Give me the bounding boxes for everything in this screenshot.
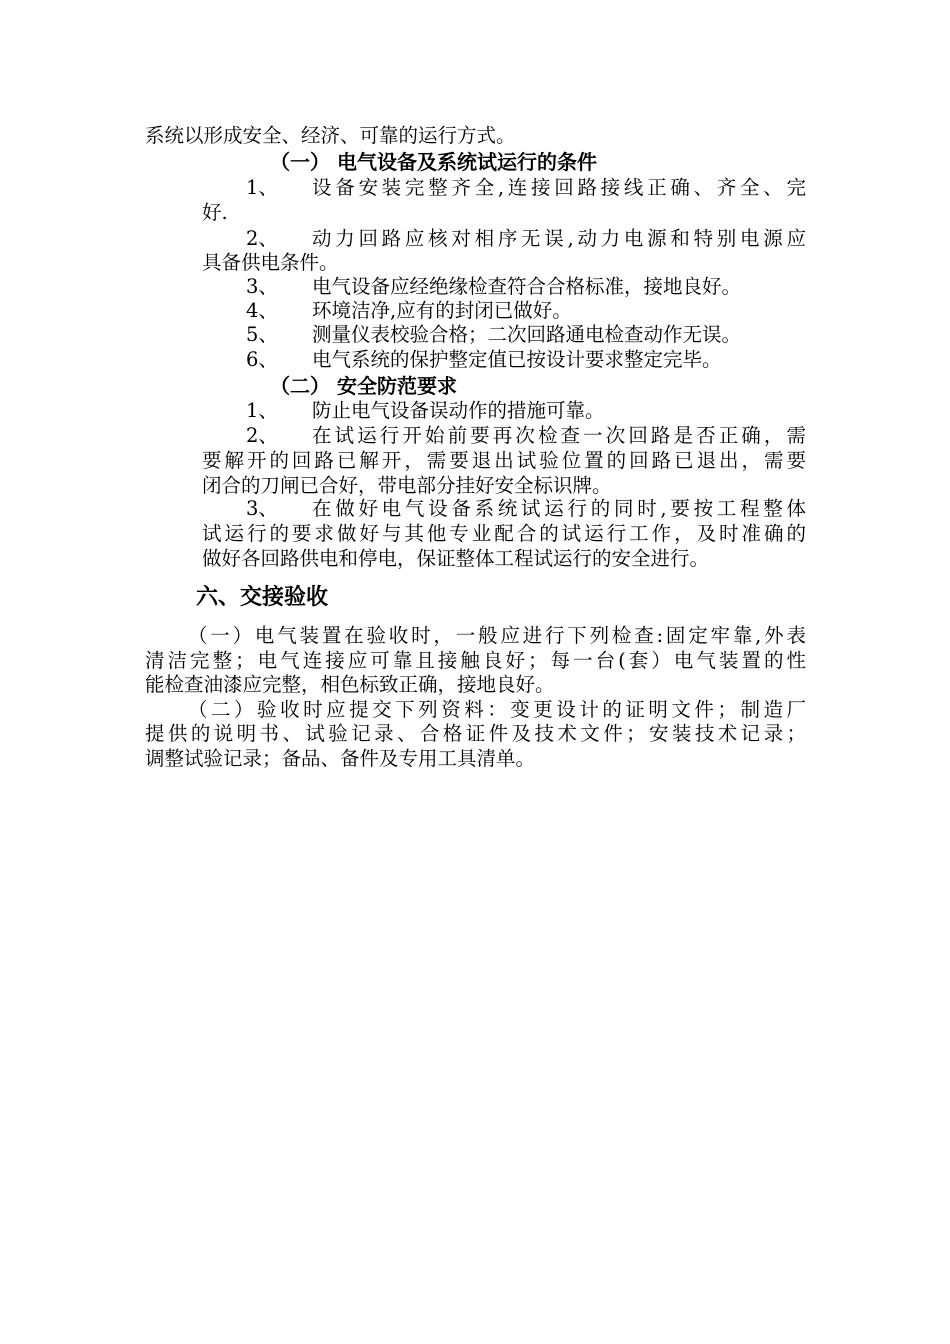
list-item	[0, 348, 950, 372]
item-text: 环境洁净,应有的封闭已做好。	[312, 299, 572, 322]
item-text: 好.	[202, 201, 228, 224]
item-text: 做好各回路供电和停电，保证整体工程试运行的安全进行。	[202, 547, 710, 570]
section-heading-6: 六、交接验收	[196, 585, 329, 610]
item-text: 电气设备应经绝缘检查符合合格标准，接地良好。	[312, 275, 742, 298]
item-text: 动力回路应核对相序无误,动力电源和特别电源应	[312, 227, 806, 250]
item-number: 1、	[246, 176, 278, 199]
item-text: 在试运行开始前要再次检查一次回路是否正确，需	[312, 424, 806, 447]
item-number: 4、	[246, 299, 278, 322]
list-item	[0, 227, 950, 275]
item-number: 3、	[246, 275, 278, 298]
item-text: 电气系统的保护整定值已按设计要求整定完毕。	[312, 348, 722, 371]
item-number: 1、	[246, 399, 278, 422]
list-item	[0, 323, 950, 347]
item-text: 要解开的回路已解开，需要退出试验位置的回路已退出，需要	[202, 449, 806, 472]
paragraph-line: （二）验收时应提交下列资料：变更设计的证明文件；制造厂	[188, 698, 806, 721]
item-text: 测量仪表校验合格；二次回路通电检查动作无误。	[312, 323, 742, 346]
list-item	[0, 497, 950, 569]
list-item	[0, 299, 950, 323]
paragraph-line: 调整试验记录；备品、备件及专用工具清单。	[145, 747, 536, 770]
item-text: 防止电气设备误动作的措施可靠。	[312, 399, 605, 422]
item-number: 2、	[246, 424, 278, 447]
paragraph-line: （一）电气装置在验收时，一般应进行下列检查:固定牢靠,外表	[188, 624, 806, 647]
item-text: 在做好电气设备系统试运行的同时,要按工程整体	[312, 497, 806, 520]
list-item	[0, 176, 950, 224]
subsection-heading-1: （一） 电气设备及系统试运行的条件	[270, 150, 597, 174]
item-text: 闭合的刀闸已合好，带电部分挂好安全标识牌。	[202, 474, 612, 497]
item-number: 2、	[246, 227, 278, 250]
item-text: 试运行的要求做好与其他专业配合的试运行工作，及时准确的	[202, 522, 806, 545]
list-item	[0, 424, 950, 496]
paragraph-line: 能检查油漆应完整，相色标致正确，接地良好。	[145, 673, 555, 696]
item-number: 5、	[246, 323, 278, 346]
item-number: 3、	[246, 497, 278, 520]
list-item	[0, 399, 950, 423]
subsection-heading-2: （二） 安全防范要求	[270, 374, 457, 398]
list-item	[0, 275, 950, 299]
item-text: 具备供电条件。	[202, 251, 339, 274]
item-text: 设备安装完整齐全,连接回路接线正确、齐全、完	[312, 176, 806, 199]
paragraph-line: 清洁完整；电气连接应可靠且接触良好；每一台(套）电气装置的性	[145, 649, 806, 672]
item-number: 6、	[246, 348, 278, 371]
paragraph-line: 提供的说明书、试验记录、合格证件及技术文件；安装技术记录；	[145, 722, 806, 745]
intro-line: 系统以形成安全、经济、可靠的运行方式。	[145, 124, 516, 147]
